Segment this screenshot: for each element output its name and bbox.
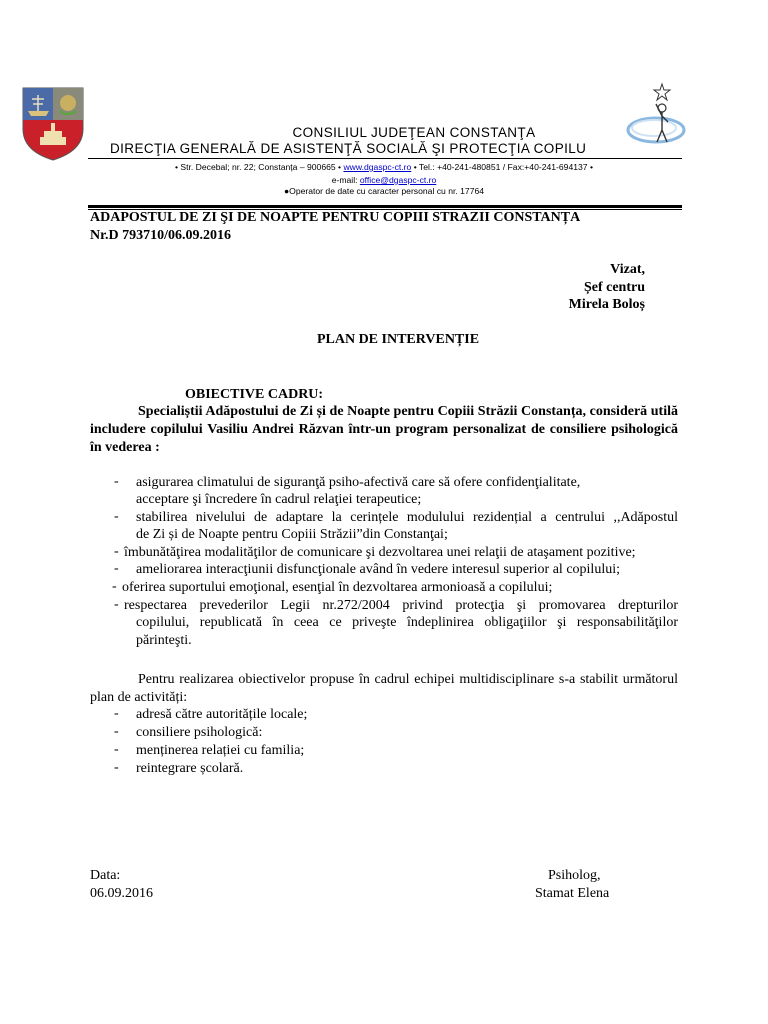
objective-6-line-2: copilului, republicată în ceea ce priveşte îndeplinirea obligaţiilor şi responsabilităţilor: [136, 615, 678, 630]
objective-2-line-2: de Zi și de Noapte pentru Copiii Străzii”din Constanţai;: [136, 527, 448, 542]
council-name: CONSILIUL JUDEŢEAN CONSTANŢA: [292, 125, 536, 140]
institution-title: ADAPOSTUL DE ZI ŞI DE NOAPTE PENTRU COPIII STRAZII CONSTANȚA: [90, 210, 581, 225]
objective-6-line-1: respectarea prevederilor Legii nr.272/2004 privind protecţia şi promovarea drepturilor: [124, 598, 678, 613]
objective-5: oferirea suportului emoţional, esenţial în dezvoltarea armonioasă a copilului;: [122, 580, 553, 595]
objective-4: ameliorarea interacţiunii disfuncţionale având în vedere interesul superior al copilului;: [136, 562, 620, 577]
approval-label: Vizat,: [610, 262, 645, 277]
activity-2: consiliere psihologică:: [136, 725, 263, 740]
contact-line: [0, 162, 768, 172]
list-bullet: -: [114, 706, 119, 721]
directorate-name: DIRECŢIA GENERALĂ DE ASISTENŢĂ SOCIALĂ ŞI PROTECŢIA COPILU: [110, 141, 587, 156]
objective-3: îmbunătăţirea modalităţilor de comunicare şi dezvoltarea unei relaţii de ataşament pozitive;: [124, 545, 636, 560]
thick-divider: [88, 205, 682, 208]
email-link[interactable]: office@dgaspc-ct.ro: [359, 175, 437, 185]
list-bullet: -: [114, 509, 119, 524]
list-bullet: -: [114, 742, 119, 757]
objective-1-line-1: asigurarea climatului de siguranţă psiho-afectivă care să ofere confidenţialitate,: [136, 475, 581, 490]
operator-line: ●Operator de date cu caracter personal cu nr. 17764: [283, 186, 485, 196]
signatory-name: Stamat Elena: [535, 886, 610, 901]
approval-name: Mirela Boloș: [568, 297, 645, 312]
list-bullet: -: [114, 561, 119, 576]
registration-number: Nr.D 793710/06.09.2016: [90, 228, 232, 243]
list-bullet: -: [114, 474, 119, 489]
address-text: • Str. Decebal; nr. 22; Constanța – 900665 •: [175, 162, 342, 172]
plan-intro-paragraph: Pentru realizarea obiectivelor propuse în cadrul echipei multidisciplinare s-a stabilit următorul plan de activități:: [90, 672, 678, 705]
intro-paragraph: Specialiștii Adăpostului de Zi și de Noapte pentru Copiii Străzii Constanța, consideră utilă includere copilului Vasiliu Andrei Răzvan într-un program personalizat de consiliere psihologică în vederea :: [90, 404, 678, 455]
phone-fax-text: • Tel.: +40-241-480851 / Fax:+40-241-694137 •: [413, 162, 593, 172]
list-bullet: -: [114, 724, 119, 739]
list-bullet: -: [114, 760, 119, 775]
objectives-heading: OBIECTIVE CADRU:: [185, 387, 324, 402]
county-coat-of-arms: [22, 87, 84, 161]
date-value: 06.09.2016: [90, 886, 153, 901]
activity-4: reintegrare școlară.: [136, 761, 244, 776]
website-link[interactable]: www.dgaspc-ct.ro: [343, 162, 412, 172]
email-label: e-mail:: [331, 175, 358, 185]
list-bullet: -: [114, 544, 119, 559]
list-bullet: -: [112, 579, 117, 594]
objective-2-line-1: stabilirea nivelului de adaptare la cerințele modulului rezidențial a centrului ,,Adăpostul: [136, 510, 678, 525]
approval-role: Șef centru: [583, 280, 645, 295]
header-divider: [88, 158, 682, 159]
objective-6-line-3: părinteşti.: [136, 633, 192, 648]
signatory-role: Psiholog,: [548, 868, 601, 883]
document-title: PLAN DE INTERVENȚIE: [316, 332, 480, 347]
objective-1-line-2: acceptare şi încredere în cadrul relaţiei terapeutice;: [136, 492, 422, 507]
list-bullet: -: [114, 597, 119, 612]
activity-1: adresă către autoritățile locale;: [136, 707, 308, 722]
email-line: [0, 175, 768, 185]
date-label: Data:: [90, 868, 121, 883]
activity-3: menținerea relației cu familia;: [136, 743, 305, 758]
